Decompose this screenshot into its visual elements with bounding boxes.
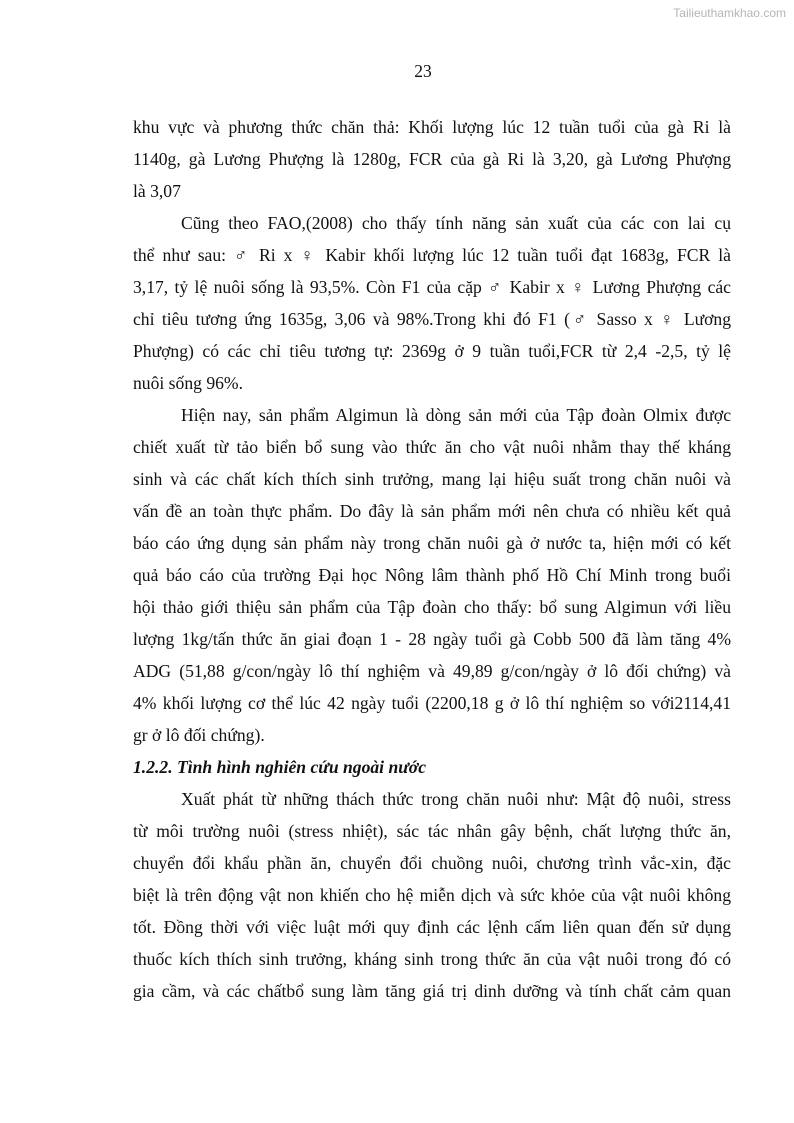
text-line: báo cáo ứng dụng sản phẩm này trong chăn nuôi gà ở nước ta, hiện mới có kết [133, 533, 731, 553]
text-line: lượng 1kg/tấn thức ăn giai đoạn 1 - 28 ngày tuổi gà Cobb 500 đã làm tăng 4% [133, 629, 731, 649]
text-line: chỉ tiêu tương ứng 1635g, 3,06 và 98%.Trong khi đó F1 (♂ Sasso x ♀ Lương [133, 309, 731, 329]
text-line: thuốc kích thích sinh trưởng, kháng sinh trong thức ăn của vật nuôi trong đó có [133, 949, 731, 969]
page-number: 23 [414, 61, 432, 81]
text-line: chiết xuất từ tảo biển bổ sung vào thức ăn cho vật nuôi nhằm thay thế kháng [133, 437, 731, 457]
text-line: biệt là trên động vật non khiến cho hệ miễn dịch và sức khỏe của vật nuôi không [133, 885, 731, 905]
text-line: hội thảo giới thiệu sản phẩm của Tập đoàn cho thấy: bổ sung Algimun với liều [133, 597, 731, 617]
text-line: sinh và các chất kích thích sinh trưởng, mang lại hiệu suất trong chăn nuôi và [133, 469, 731, 489]
text-line: Cũng theo FAO,(2008) cho thấy tính năng sản xuất của các con lai cụ [181, 213, 731, 233]
text-line: quả báo cáo của trường Đại học Nông lâm thành phố Hồ Chí Minh trong buổi [133, 565, 731, 585]
text-line: Xuất phát từ những thách thức trong chăn nuôi như: Mật độ nuôi, stress [181, 789, 731, 809]
text-line: từ môi trường nuôi (stress nhiệt), sác tác nhân gây bệnh, chất lượng thức ăn, [133, 821, 731, 841]
paragraph-2 [133, 207, 731, 399]
text-line: là 3,07 [133, 181, 181, 201]
text-line: Hiện nay, sản phẩm Algimun là dòng sản mới của Tập đoàn Olmix được [181, 405, 731, 425]
text-line: Phượng) có các chỉ tiêu tương tự: 2369g ở 9 tuần tuổi,FCR từ 2,4 -2,5, tỷ lệ [133, 341, 731, 361]
text-line: 4% khối lượng cơ thể lúc 42 ngày tuổi (2200,18 g ở lô thí nghiệm so với2114,41 [133, 693, 731, 713]
watermark: Tailieuthamkhao.com [673, 6, 786, 20]
text-line: 1140g, gà Lương Phượng là 1280g, FCR của gà Ri là 3,20, gà Lương Phượng [133, 149, 731, 169]
text-line: gr ở lô đối chứng). [133, 725, 265, 745]
text-line: chuyển đổi khẩu phần ăn, chuyển đổi chuồng nuôi, chương trình vắc-xin, đặc [133, 853, 731, 873]
text-line: 3,17, tỷ lệ nuôi sống là 93,5%. Còn F1 của cặp ♂ Kabir x ♀ Lương Phượng các [133, 277, 731, 297]
paragraph-4 [133, 783, 731, 1007]
paragraph-1 [133, 111, 731, 207]
text-line: nuôi sống 96%. [133, 373, 243, 393]
paragraph-3 [133, 399, 731, 751]
section-heading: 1.2.2. Tình hình nghiên cứu ngoài nước [133, 757, 427, 777]
text-line: gia cầm, và các chấtbổ sung làm tăng giá trị dinh dưỡng và tính chất cảm quan [133, 981, 731, 1001]
text-line: vấn đề an toàn thực phẩm. Do đây là sản phẩm mới nên chưa có nhiều kết quả [133, 501, 731, 521]
text-line: thể như sau: ♂ Ri x ♀ Kabir khối lượng lúc 12 tuần tuổi đạt 1683g, FCR là [133, 245, 731, 265]
document-body [133, 111, 731, 1007]
text-line: ADG (51,88 g/con/ngày lô thí nghiệm và 49,89 g/con/ngày ở lô đối chứng) và [133, 661, 731, 681]
text-line: tốt. Đồng thời với việc luật mới quy định các lệnh cấm liên quan đến sử dụng [133, 917, 731, 937]
text-line: khu vực và phương thức chăn thả: Khối lượng lúc 12 tuần tuổi của gà Ri là [133, 117, 731, 137]
